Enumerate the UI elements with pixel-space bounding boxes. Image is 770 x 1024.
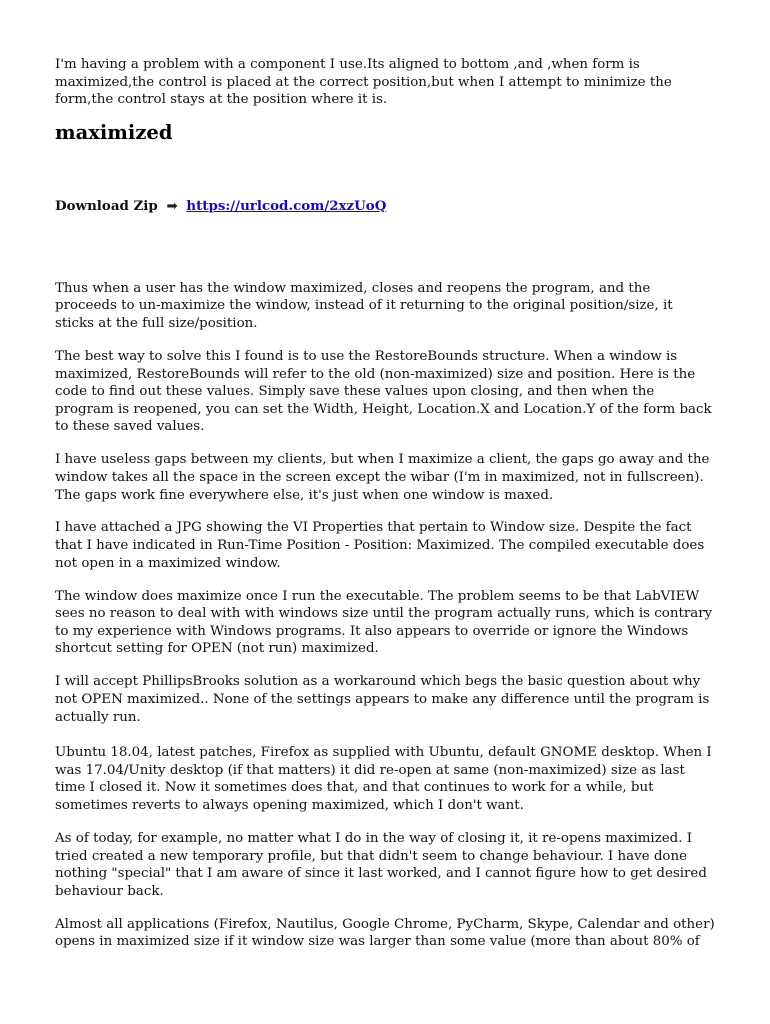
arrow-right-icon: ➡: [166, 198, 178, 214]
download-line: [55, 197, 715, 216]
page-heading: maximized: [55, 120, 173, 144]
body-paragraph: I have useless gaps between my clients, but when I maximize a client, the gaps go away and the window takes all the space in the screen except the wibar (I'm in maximized, not in fullscreen). The gaps work fine everywhere else, it's just when one window is maxed.: [55, 452, 710, 503]
download-label: Download Zip: [55, 197, 158, 214]
body-paragraph: Ubuntu 18.04, latest patches, Firefox as supplied with Ubuntu, default GNOME desktop. When I was 17.04/Unity desktop (if that matters) it did re-open at same (non-maximized) size as last time I closed it. Now it sometimes does that, and that continues to work for a while, but sometimes reverts to always opening maximized, which I don't want.: [55, 745, 712, 813]
body-paragraph: Thus when a user has the window maximized, closes and reopens the program, and the proceeds to un-maximize the window, instead of it returning to the original position/size, it sticks at the full size/position.: [55, 280, 673, 331]
body-paragraph: Almost all applications (Firefox, Nautilus, Google Chrome, PyCharm, Skype, Calendar and other) opens in maximized size if it window size was larger than some value (more than about 80% of: [55, 916, 715, 950]
intro-paragraph: I'm having a problem with a component I use.Its aligned to bottom ,and ,when form is maximized,the control is placed at the correct position,but when I attempt to minimize the form,the control stays at the position where it is.: [55, 57, 672, 108]
body-paragraph: The window does maximize once I run the executable. The problem seems to be that LabVIEW sees no reason to deal with with windows size until the program actually runs, which is contrary to my experience with Windows programs. It also appears to override or ignore the Windows shortcut setting for OPEN (not run) maximized.: [55, 588, 713, 657]
body-paragraph: I have attached a JPG showing the VI Properties that pertain to Window size. Despite the fact that I have indicated in Run-Time Position - Position: Maximized. The compiled executable does not open in a maximized window.: [55, 520, 705, 571]
download-link[interactable]: https://urlcod.com/2xzUoQ: [186, 197, 387, 214]
body-paragraph: As of today, for example, no matter what I do in the way of closing it, it re-opens maximized. I tried created a new temporary profile, but that didn't seem to change behaviour. I have done nothing "special" that I am aware of since it last worked, and I cannot figure how to get desired behaviour back.: [55, 830, 707, 899]
paragraph-group-b: [55, 744, 715, 951]
body-paragraph: I will accept PhillipsBrooks solution as a workaround which begs the basic question about why not OPEN maximized.. None of the settings appears to make any difference until the program is actually run.: [55, 674, 710, 725]
paragraph-group-a: [55, 280, 715, 726]
body-paragraph: The best way to solve this I found is to use the RestoreBounds structure. When a window is maximized, RestoreBounds will refer to the old (non-maximized) size and position. Here is the code to find out these values. Simply save these values upon closing, and then when the program is reopened, you can set the Width, Height, Location.X and Location.Y of the form back to these saved values.: [55, 348, 712, 435]
article-body: [55, 56, 715, 966]
